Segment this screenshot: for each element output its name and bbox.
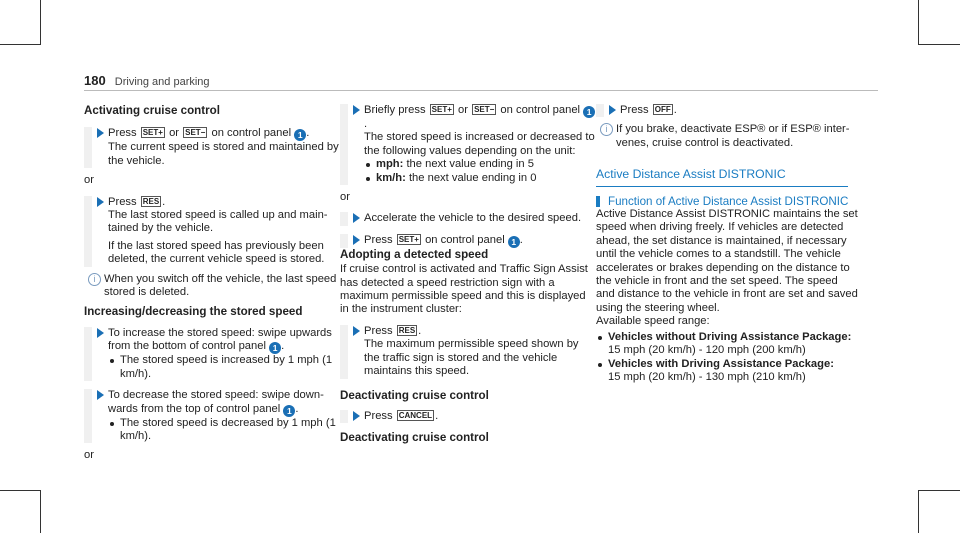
set-plus-key-icon: SET+ bbox=[398, 234, 419, 244]
step-description: The last stored speed is called up and main-tained by the vehicle. bbox=[108, 209, 328, 235]
column-3 bbox=[596, 102, 858, 384]
or-text: or bbox=[340, 191, 350, 204]
arrow-icon bbox=[97, 197, 104, 207]
callout-1-icon: 1 bbox=[294, 129, 306, 141]
step-press-off: Press OFF . bbox=[596, 104, 858, 117]
or-text: or bbox=[84, 174, 94, 187]
step-description: The maximum permissible speed shown by the traffic sign is stored and the vehicle maintains this speed. bbox=[364, 338, 579, 378]
set-plus-key-icon: SET+ bbox=[142, 128, 163, 138]
list-item: The stored speed is increased by 1 mph (1 km/h). bbox=[108, 354, 340, 381]
crop-mark bbox=[918, 490, 960, 491]
page-number: 180 bbox=[84, 73, 106, 88]
section-title: Active Distance Assist DISTRONIC bbox=[596, 167, 786, 182]
callout-1-icon: 1 bbox=[508, 236, 520, 248]
paragraph: Active Distance Assist DISTRONIC maintains the set speed when driving freely. If vehicles are detected ahead, the set distance is maintained, if necessary until the vehicle comes to a standstill. The vehicle accelerates or brakes depending on the distance to the vehicle in front and the set speed. The speed and distance to the vehicle in front are set and saved using the steering wheel. bbox=[596, 208, 858, 314]
step-description: The stored speed is increased or decreased to the following values depending on the unit: bbox=[364, 131, 595, 157]
heading-activating: Activating cruise control bbox=[84, 104, 220, 117]
crop-mark bbox=[0, 44, 41, 45]
note: i When you switch off the vehicle, the last speed stored is deleted. bbox=[84, 273, 340, 300]
crop-mark bbox=[918, 44, 960, 45]
info-icon: i bbox=[88, 273, 101, 286]
list-item: km/h: the next value ending in 0 bbox=[364, 172, 596, 185]
arrow-icon bbox=[353, 235, 360, 245]
step-accelerate: Accelerate the vehicle to the desired speed. bbox=[340, 212, 596, 225]
section-name: Driving and parking bbox=[114, 76, 210, 88]
arrow-icon bbox=[97, 128, 104, 138]
arrow-icon bbox=[353, 105, 360, 115]
arrow-icon bbox=[609, 105, 616, 115]
res-key-icon: RES bbox=[142, 196, 160, 206]
column-2 bbox=[340, 102, 596, 447]
crop-mark bbox=[918, 490, 919, 533]
step-press-res: Press RES . The maximum permissible speed shown by the traffic sign is stored and the vehicle maintains this speed. bbox=[340, 325, 596, 379]
step-description: The current speed is stored and maintained by the vehicle. bbox=[108, 141, 339, 167]
arrow-icon bbox=[353, 411, 360, 421]
callout-1-icon: 1 bbox=[269, 342, 281, 354]
step-press-set: Press SET+ or SET− on control panel 1 . The current speed is stored and maintained by the vehicle. bbox=[84, 127, 340, 168]
set-plus-key-icon: SET+ bbox=[431, 105, 452, 114]
step-press-set-plus: Press SET+ on control panel 1 . bbox=[340, 234, 596, 248]
paragraph: Available speed range: bbox=[596, 315, 710, 328]
heading-increasing: Increasing/decreasing the stored speed bbox=[84, 305, 303, 319]
res-key-icon: RES bbox=[398, 325, 416, 335]
list-item: Vehicles without Driving Assistance Package: 15 mph (20 km/h) - 120 mph (200 km/h) bbox=[596, 331, 858, 358]
section-rule bbox=[596, 186, 848, 187]
note: i If you brake, deactivate ESP® or if ESP® inter-venes, cruise control is deactivated. bbox=[596, 123, 858, 150]
paragraph: If cruise control is activated and Traffic Sign Assist has detected a speed restriction sign with a maximum permissible speed and this is displayed in the instrument cluster: bbox=[340, 263, 588, 316]
subsection-title: Function of Active Distance Assist DISTRONIC bbox=[596, 195, 858, 208]
list-item: The stored speed is decreased by 1 mph (1 km/h). bbox=[108, 417, 340, 444]
step-briefly-press: Briefly press SET+ or SET− on control panel 1. The stored speed is increased or decreased to the following values depending on the unit: mph: the next value ending in 5 km/h: the next value ending in 0 bbox=[340, 104, 596, 185]
list-item: Vehicles with Driving Assistance Package: 15 mph (20 km/h) - 130 mph (210 km/h) bbox=[596, 358, 858, 385]
arrow-icon bbox=[97, 328, 104, 338]
list-item: mph: the next value ending in 5 bbox=[364, 158, 596, 171]
heading-adopting: Adopting a detected speed bbox=[340, 247, 489, 261]
heading-deactivating: Deactivating cruise control bbox=[340, 388, 489, 402]
step-press-res: Press RES . The last stored speed is called up and main-tained by the vehicle. If the last stored speed has previously been deleted, the current vehicle speed is stored. bbox=[84, 196, 340, 267]
column-1 bbox=[84, 102, 340, 467]
heading-deactivating-2: Deactivating cruise control bbox=[340, 431, 489, 445]
set-minus-key-icon: SET− bbox=[185, 128, 206, 138]
step-description: If the last stored speed has previously been deleted, the current vehicle speed is stored. bbox=[108, 239, 325, 266]
arrow-icon bbox=[97, 390, 104, 400]
callout-1-icon: 1 bbox=[583, 106, 595, 118]
crop-mark bbox=[0, 490, 41, 491]
arrow-icon bbox=[353, 326, 360, 336]
crop-mark bbox=[40, 0, 41, 45]
step-increase: To increase the stored speed: swipe upwards from the bottom of control panel 1 . The stored speed is increased by 1 mph (1 km/h). bbox=[84, 327, 340, 381]
or-text: or bbox=[84, 449, 94, 462]
page-header bbox=[84, 74, 210, 89]
step-decrease: To decrease the stored speed: swipe down-wards from the top of control panel 1 . The stored speed is decreased by 1 mph (1 km/h). bbox=[84, 389, 340, 443]
callout-1-icon: 1 bbox=[283, 405, 295, 417]
off-key-icon: OFF bbox=[654, 105, 671, 114]
step-press-cancel: Press CANCEL . bbox=[340, 410, 596, 423]
cancel-key-icon: CANCEL bbox=[398, 410, 433, 420]
header-rule bbox=[84, 90, 878, 91]
info-icon: i bbox=[600, 123, 613, 136]
crop-mark bbox=[918, 0, 919, 45]
crop-mark bbox=[40, 490, 41, 533]
set-minus-key-icon: SET− bbox=[474, 105, 495, 114]
arrow-icon bbox=[353, 213, 360, 223]
